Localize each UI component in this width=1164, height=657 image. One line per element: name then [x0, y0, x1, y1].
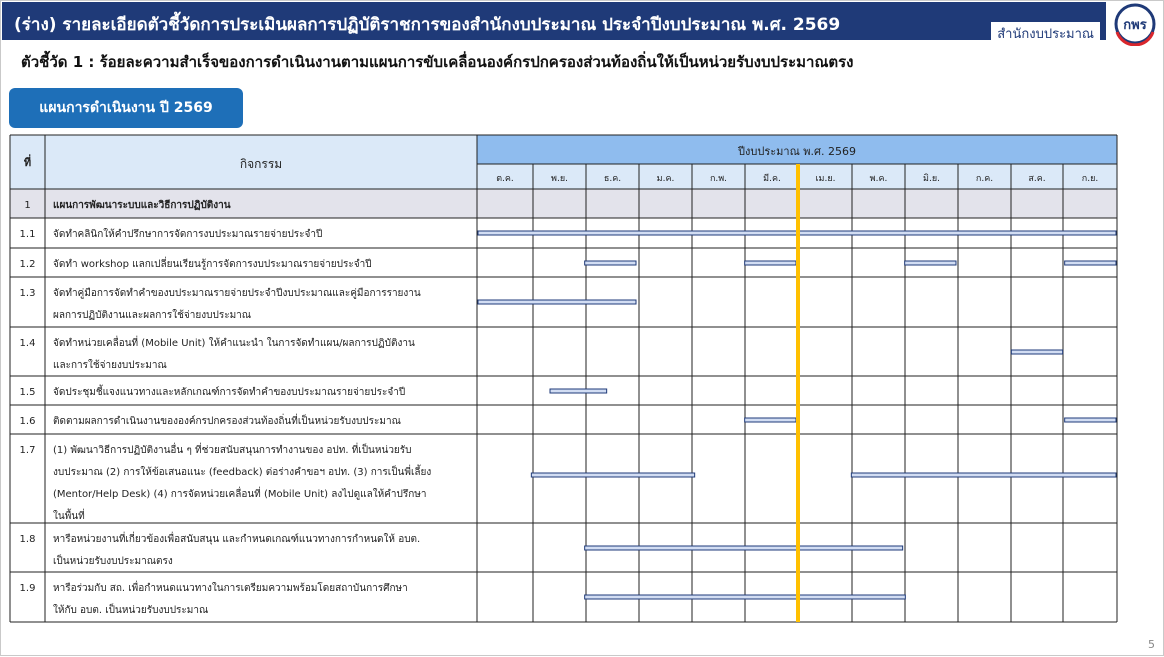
activity-text: แผนการพัฒนาระบบและวิธีการปฏิบัติงาน	[53, 200, 231, 211]
month-header: มิ.ย.	[923, 174, 940, 184]
activity-text: ให้กับ อบต. เป็นหน่วยรับงบประมาณ	[53, 605, 209, 616]
gantt-bar	[585, 261, 636, 265]
gantt-bar	[585, 546, 903, 550]
gantt-bar	[585, 595, 906, 599]
gantt-bar	[851, 473, 1116, 477]
month-header: พ.ย.	[551, 174, 568, 184]
gantt-bar	[1065, 418, 1116, 422]
col-header-no: ที่	[23, 156, 32, 169]
month-header: ส.ค.	[1028, 174, 1046, 184]
gantt-bar	[531, 473, 694, 477]
row-number: 1.9	[19, 583, 36, 594]
activity-text: (1) พัฒนาวิธีการปฏิบัติงานอื่น ๆ ที่ช่วยสนับสนุนการทำงานของ อปท. ที่เป็นหน่วยรับ	[53, 445, 412, 456]
svg-text:กพร: กพร	[1123, 18, 1147, 33]
month-header: ก.ค.	[975, 174, 994, 184]
row-number: 1.4	[19, 338, 36, 349]
gantt-bar	[745, 418, 796, 422]
col-header-activity: กิจกรรม	[239, 157, 283, 171]
organization-label: สำนักงบประมาณ	[991, 22, 1100, 45]
activity-text: จัดประชุมชี้แจงแนวทางและหลักเกณฑ์การจัดทำคำของบประมาณรายจ่ายประจำปี	[53, 387, 406, 398]
row-number: 1.2	[19, 259, 36, 270]
activity-text: งบประมาณ (2) การให้ข้อเสนอแนะ (feedback) ต่อร่างคำขอฯ อปท. (3) การเป็นพี่เลี้ยง	[53, 467, 432, 478]
year-header: ปีงบประมาณ พ.ศ. 2569	[738, 145, 856, 158]
month-header: ธ.ค.	[603, 174, 622, 184]
gantt-bar	[550, 389, 607, 393]
activity-text: (Mentor/Help Desk) (4) การจัดหน่วยเคลื่อนที่ (Mobile Unit) ลงไปดูแลให้คำปรึกษา	[53, 489, 427, 500]
activity-text: จัดทำ workshop แลกเปลี่ยนเรียนรู้การจัดการงบประมาณรายจ่ายประจำปี	[53, 259, 372, 270]
gantt-bar	[1065, 261, 1116, 265]
activity-text: ผลการปฏิบัติงานและผลการใช้จ่ายงบประมาณ	[53, 310, 252, 321]
current-month-marker	[796, 164, 800, 622]
activity-text: ติดตามผลการดำเนินงานขององค์กรปกครองส่วนท้องถิ่นที่เป็นหน่วยรับงบประมาณ	[53, 416, 401, 427]
activity-text: เป็นหน่วยรับงบประมาณตรง	[53, 556, 173, 567]
activity-text: จัดทำคลินิกให้คำปรึกษาการจัดการงบประมาณรายจ่ายประจำปี	[53, 229, 323, 240]
gantt-bar	[1011, 350, 1062, 354]
row-number: 1	[24, 200, 31, 211]
gantt-bar	[745, 261, 796, 265]
activity-text: จัดทำคู่มือการจัดทำคำของบประมาณรายจ่ายประจำปีงบประมาณและคู่มือการรายงาน	[53, 288, 421, 299]
page-title: (ร่าง) รายละเอียดตัวชี้วัดการประเมินผลการปฏิบัติราชการของสำนักงบประมาณ ประจำปีงบประมาณ พ.ศ. 2569	[14, 15, 841, 35]
row-number: 1.7	[19, 445, 36, 456]
month-header: มี.ค.	[763, 174, 781, 184]
gantt-bar	[478, 300, 636, 304]
gantt-bar	[905, 261, 956, 265]
activity-text: หารือร่วมกับ สถ. เพื่อกำหนดแนวทางในการเตรียมความพร้อมโดยสถาบันการศึกษา	[53, 583, 408, 594]
activity-text: ในพื้นที่	[53, 511, 85, 522]
month-header: ม.ค.	[656, 174, 675, 184]
row-number: 1.1	[19, 229, 36, 240]
row-number: 1.6	[19, 416, 36, 427]
month-header: เม.ย.	[815, 174, 836, 184]
row-number: 1.5	[19, 387, 36, 398]
plan-year-button[interactable]: แผนการดำเนินงาน ปี 2569	[9, 88, 243, 128]
month-header: ต.ค.	[496, 174, 514, 184]
activity-text: จัดทำหน่วยเคลื่อนที่ (Mobile Unit) ให้คำแนะนำ ในการจัดทำแผน/ผลการปฏิบัติงาน	[53, 338, 415, 349]
kpi-statement: ตัวชี้วัด 1 : ร้อยละความสำเร็จของการดำเนินงานตามแผนการขับเคลื่อนองค์กรปกครองส่วนท้องถิ่นให้เป็นหน่วยรับงบประมาณตรง	[21, 53, 854, 71]
month-header: ก.พ.	[709, 174, 728, 184]
row-number: 1.8	[19, 534, 36, 545]
page-number: 5	[1148, 638, 1155, 651]
activity-text: และการใช้จ่ายงบประมาณ	[53, 360, 167, 371]
activity-text: หารือหน่วยงานที่เกี่ยวข้องเพื่อสนับสนุน และกำหนดเกณฑ์แนวทางการกำหนดให้ อบต.	[53, 534, 421, 545]
month-header: พ.ค.	[869, 174, 888, 184]
row-number: 1.3	[19, 288, 36, 299]
gantt-chart	[1, 1, 1164, 657]
month-header: ก.ย.	[1081, 174, 1099, 184]
